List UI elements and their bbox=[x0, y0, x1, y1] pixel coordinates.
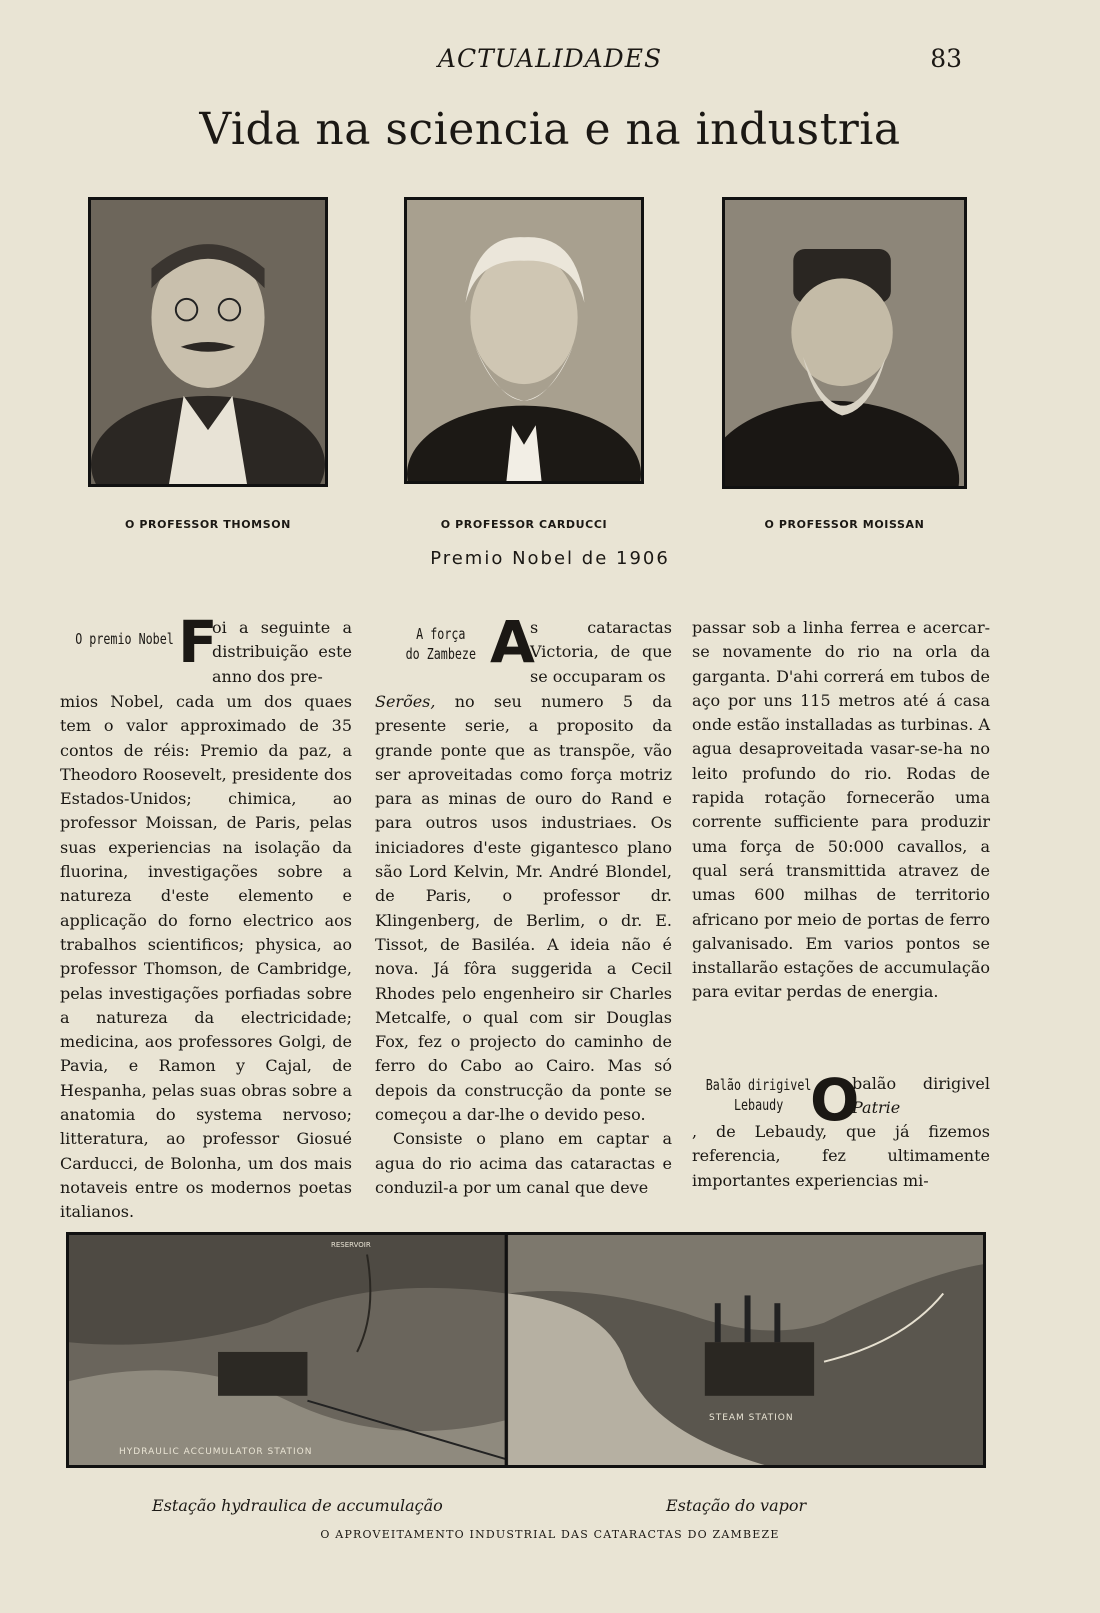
article-body-continued: passar sob a linha ferrea e acercar-se novamente do rio na orla da garganta. D'ahi correrá em tubos de aço por uns 115 metros até á casa onde estão installadas as turbinas. A agua desaproveitada vasar-se-ha no leito profundo do rio. Rodas de rapida rotação fornecerão uma corrente sufficiente para produzir uma força de 50:000 cavallos, a qual será transmittida atravez de umas 600 milhas de territorio africano por meio de portas de ferro galvanisado. Em varios pontos se installarão estações de accumulação para evitar perdas de energia. bbox=[692, 618, 990, 1002]
article-body bbox=[375, 690, 672, 1200]
side-head-premio-nobel bbox=[66, 629, 183, 649]
side-head-line: O premio Nobel bbox=[75, 630, 174, 648]
drop-cap-o: O bbox=[810, 1066, 860, 1134]
article-lead: oi a seguinte a distribuição este anno dos pre- bbox=[212, 618, 352, 686]
plate-label-hydraulic: HYDRAULIC ACCUMULATOR STATION bbox=[119, 1447, 313, 1457]
drop-cap-a: A bbox=[490, 608, 535, 676]
article-text: no seu numero 5 da presente serie, a proposito da grande ponte que as transpõe, vão ser aproveitadas como força motriz para as minas de ouro do Rand e para outros usos industriaes. Os iniciadores d'este gigantesco plano são Lord Kelvin, Mr. André Blondel, de Paris, o professor dr. Klingenberg, de Berlim, o dr. E. Tissot, de Basiléa. A ideia não é nova. Já fôra suggerida a Cecil Rhodes pelo engenheiro sir Charles Metcalfe, o qual com sir Douglas Fox, fez o projecto do caminho de ferro do Cabo ao Cairo. Mas só depois da construcção da ponte se começou a dar-lhe o devido peso. bbox=[375, 692, 672, 1125]
page-headline: Vida na sciencia e na industria bbox=[199, 104, 901, 155]
side-head-line: Lebaudy bbox=[733, 1096, 784, 1114]
portrait-caption-moissan: O PROFESSOR MOISSAN bbox=[764, 518, 925, 531]
article-lead: s cataractas Victoria, de que se occuparam os bbox=[530, 618, 672, 686]
zambeze-plate bbox=[66, 1232, 986, 1468]
side-head-forca-zambeze bbox=[394, 624, 488, 664]
article-paragraph: Consiste o plano em captar a agua do rio acima das cataractas e conduzil-a por um canal que deve bbox=[375, 1129, 672, 1197]
plate-title: O APROVEITAMENTO INDUSTRIAL DAS CATARACTAS DO ZAMBEZE bbox=[320, 1528, 780, 1541]
portrait-carducci bbox=[404, 197, 644, 484]
page-number: 83 bbox=[930, 44, 962, 73]
magazine-title: Serões, bbox=[375, 692, 436, 711]
article-body: , de Lebaudy, que já fizemos referencia, fez ultimamente importantes experiencias mi- bbox=[692, 1122, 990, 1190]
article-body: mios Nobel, cada um dos quaes tem o valor approximado de 35 contos de réis: Premio da paz, a Theodoro Roosevelt, presidente dos Estados-Unidos; chimica, ao professor Moissan, de Paris, pelas suas experiencias na isolação da fluorina, investigações sobre a natureza d'este elemento e applicação do forno electrico aos trabalhos scientificos; physica, ao professor Thomson, de Cambridge, pelas investigações porfiadas sobre a natureza da electricidade; medicina, aos professores Golgi, de Pavia, e Ramon y Cajal, de Hespanha, pelas suas obras sobre a anatomia do systema nervoso; litteratura, ao professor Giosué Carducci, de Bolonha, um dos mais notaveis entre os modernos poetas italianos. bbox=[60, 692, 352, 1222]
plate-caption-right: Estação do vapor bbox=[666, 1496, 807, 1515]
portrait-caption-carducci: O PROFESSOR CARDUCCI bbox=[440, 518, 608, 531]
drop-cap-f: F bbox=[178, 608, 218, 676]
side-head-line: Balão dirigivel bbox=[705, 1076, 812, 1094]
side-head-line: do Zambeze bbox=[405, 645, 477, 663]
article-lead bbox=[852, 1072, 990, 1121]
side-head-line: A força bbox=[416, 625, 466, 643]
portrait-thomson bbox=[88, 197, 328, 487]
portrait-moissan bbox=[722, 197, 967, 489]
plate-caption-left: Estação hydraulica de accumulação bbox=[152, 1496, 443, 1515]
running-title: ACTUALIDADES bbox=[437, 44, 663, 73]
side-head-balao bbox=[704, 1075, 813, 1115]
portrait-caption-thomson: O PROFESSOR THOMSON bbox=[125, 518, 291, 531]
section-heading: Premio Nobel de 1906 bbox=[430, 548, 670, 569]
article-text: balão dirigivel bbox=[852, 1074, 990, 1093]
airship-name: Patrie bbox=[852, 1098, 901, 1118]
plate-label-steam: STEAM STATION bbox=[709, 1413, 794, 1423]
plate-label-reservoir: RESERVOIR bbox=[331, 1241, 371, 1249]
